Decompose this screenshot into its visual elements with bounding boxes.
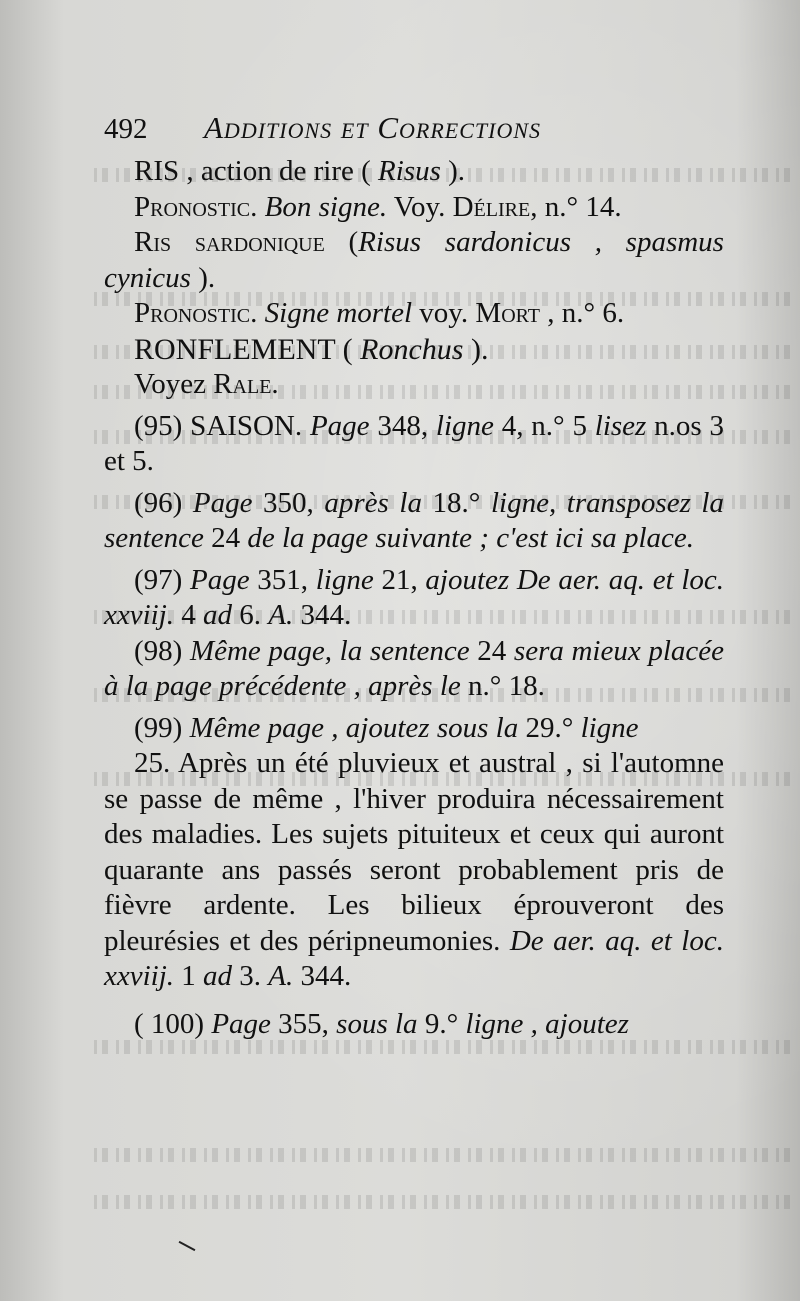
entry-text: (99) xyxy=(134,711,190,744)
entry-text: 29.° xyxy=(518,711,581,744)
entry-text: lisez xyxy=(594,409,647,442)
entry-text: A. xyxy=(268,599,294,631)
entry-text: Voyez xyxy=(134,368,214,400)
running-head: Additions et Corrections xyxy=(204,110,542,145)
entry-pronostic-1 xyxy=(104,190,724,226)
entry-text: 348, xyxy=(369,409,436,442)
entry-text: 18.° xyxy=(421,486,491,519)
entry-text: ). xyxy=(463,332,489,366)
entry-text: Ris sardonique xyxy=(134,226,325,258)
entry-text: 355, xyxy=(270,1007,337,1040)
entry-text: voy. xyxy=(412,297,476,329)
entry-text: Délire xyxy=(452,190,531,223)
entry-text: 3. xyxy=(232,960,269,992)
entry-text: (96) xyxy=(134,486,193,519)
entry-text: après la xyxy=(324,486,422,519)
entry-text: De aer. aq. et loc. xxviij. xyxy=(104,924,724,992)
entry-text: ligne xyxy=(435,409,494,442)
entry-text: ). xyxy=(190,261,216,294)
entry-text: sera mieux placée à la page précédente , après le xyxy=(104,634,725,702)
entry-text: (95) SAISON. xyxy=(134,409,310,442)
entry-text: ). xyxy=(440,155,466,187)
page-content xyxy=(104,110,724,1042)
entry-text: 1 xyxy=(174,960,204,992)
entry-text: RONFLEMENT ( xyxy=(134,332,361,366)
entry-text: 21, xyxy=(373,563,426,596)
entry-99-body xyxy=(104,746,724,995)
entry-text: 344. xyxy=(293,960,352,992)
entry-text: Risus sardonicus , spasmus cynicus xyxy=(104,226,724,294)
entry-text: 24 xyxy=(469,634,514,667)
entry-text: 25. Après un été pluvieux et austral , si l'automne se passe de même , l'hiver produira nécessairement des maladies. Les sujets pituiteux et ceux qui auront quarante ans passés seront probablement pris de fièvre ardente. Les bilieux éprouveront des pleurésies et des péripneumonies. xyxy=(104,747,724,957)
entry-text: 344. xyxy=(293,599,352,631)
entry-text: Ronchus xyxy=(360,332,464,366)
entry-text: ligne xyxy=(580,711,639,744)
entry-text: n.° 18. xyxy=(460,670,545,702)
entry-text: Mort xyxy=(475,297,541,329)
entry-text: Page xyxy=(192,486,253,519)
page-header xyxy=(104,110,724,154)
entry-99 xyxy=(104,711,724,747)
entry-100 xyxy=(104,1007,724,1043)
bleed-line xyxy=(90,1040,790,1054)
entry-text: sous la xyxy=(336,1007,418,1040)
stray-mark xyxy=(179,1241,196,1251)
entry-text: Même page , ajoutez sous la xyxy=(189,711,519,744)
page-number: 492 xyxy=(104,113,148,145)
entry-98 xyxy=(104,634,724,705)
entry-text: ligne, transposez la sentence xyxy=(104,486,724,554)
entry-text: A. xyxy=(268,960,294,992)
bleed-line xyxy=(90,1195,790,1209)
entry-text: 6. xyxy=(232,599,269,631)
entry-text: Page xyxy=(309,409,370,442)
entry-text: Pronostic. xyxy=(134,297,265,329)
entry-text: , n.° 14. xyxy=(530,190,622,223)
entry-96 xyxy=(104,486,724,557)
entry-text: n.os 3 et 5. xyxy=(104,409,724,477)
entry-text: de la page suivante ; c'est ici sa place. xyxy=(247,522,695,554)
entry-95 xyxy=(104,409,724,480)
entry-text: Risus xyxy=(378,155,441,187)
entry-text: ligne xyxy=(315,563,374,596)
entry-pronostic-2 xyxy=(104,296,724,332)
entry-text: 351, xyxy=(249,563,316,596)
entry-text: 350, xyxy=(252,486,325,519)
entry-text: , n.° 6. xyxy=(540,297,625,329)
entry-voyez xyxy=(104,367,724,403)
entry-text: 24 xyxy=(203,522,248,554)
entry-text: ( 100) xyxy=(134,1007,212,1040)
entry-text: RIS , action de rire ( xyxy=(134,155,379,187)
entry-text: ligne , ajoutez xyxy=(465,1007,629,1040)
entry-ris-sardonique xyxy=(104,225,724,296)
entry-ris xyxy=(104,154,724,190)
entry-text: (97) xyxy=(134,563,191,596)
entry-text: (98) xyxy=(134,634,190,667)
entry-text: Bon signe. xyxy=(264,190,388,223)
entry-text: 4 xyxy=(174,599,204,631)
entry-text: Voy. xyxy=(387,190,453,223)
entry-text: Rale. xyxy=(213,368,279,400)
entry-ronflement xyxy=(104,332,724,368)
entry-text: Même page, la sentence xyxy=(189,634,470,667)
entry-text: Signe mortel xyxy=(264,297,413,329)
entry-text: Pronostic. xyxy=(134,190,265,223)
entry-97 xyxy=(104,563,724,634)
entry-text: ad xyxy=(203,960,233,992)
bleed-line xyxy=(90,1148,790,1162)
entry-text: Page xyxy=(190,563,250,596)
entry-text: 9.° xyxy=(417,1007,466,1040)
entry-text: 4, n.° 5 xyxy=(493,409,587,442)
entry-text: ad xyxy=(203,599,233,631)
entry-text: ( xyxy=(324,226,359,258)
entry-text: Page xyxy=(211,1007,271,1040)
entry-text: ajoutez De aer. aq. et loc. xxviij. xyxy=(104,563,724,631)
